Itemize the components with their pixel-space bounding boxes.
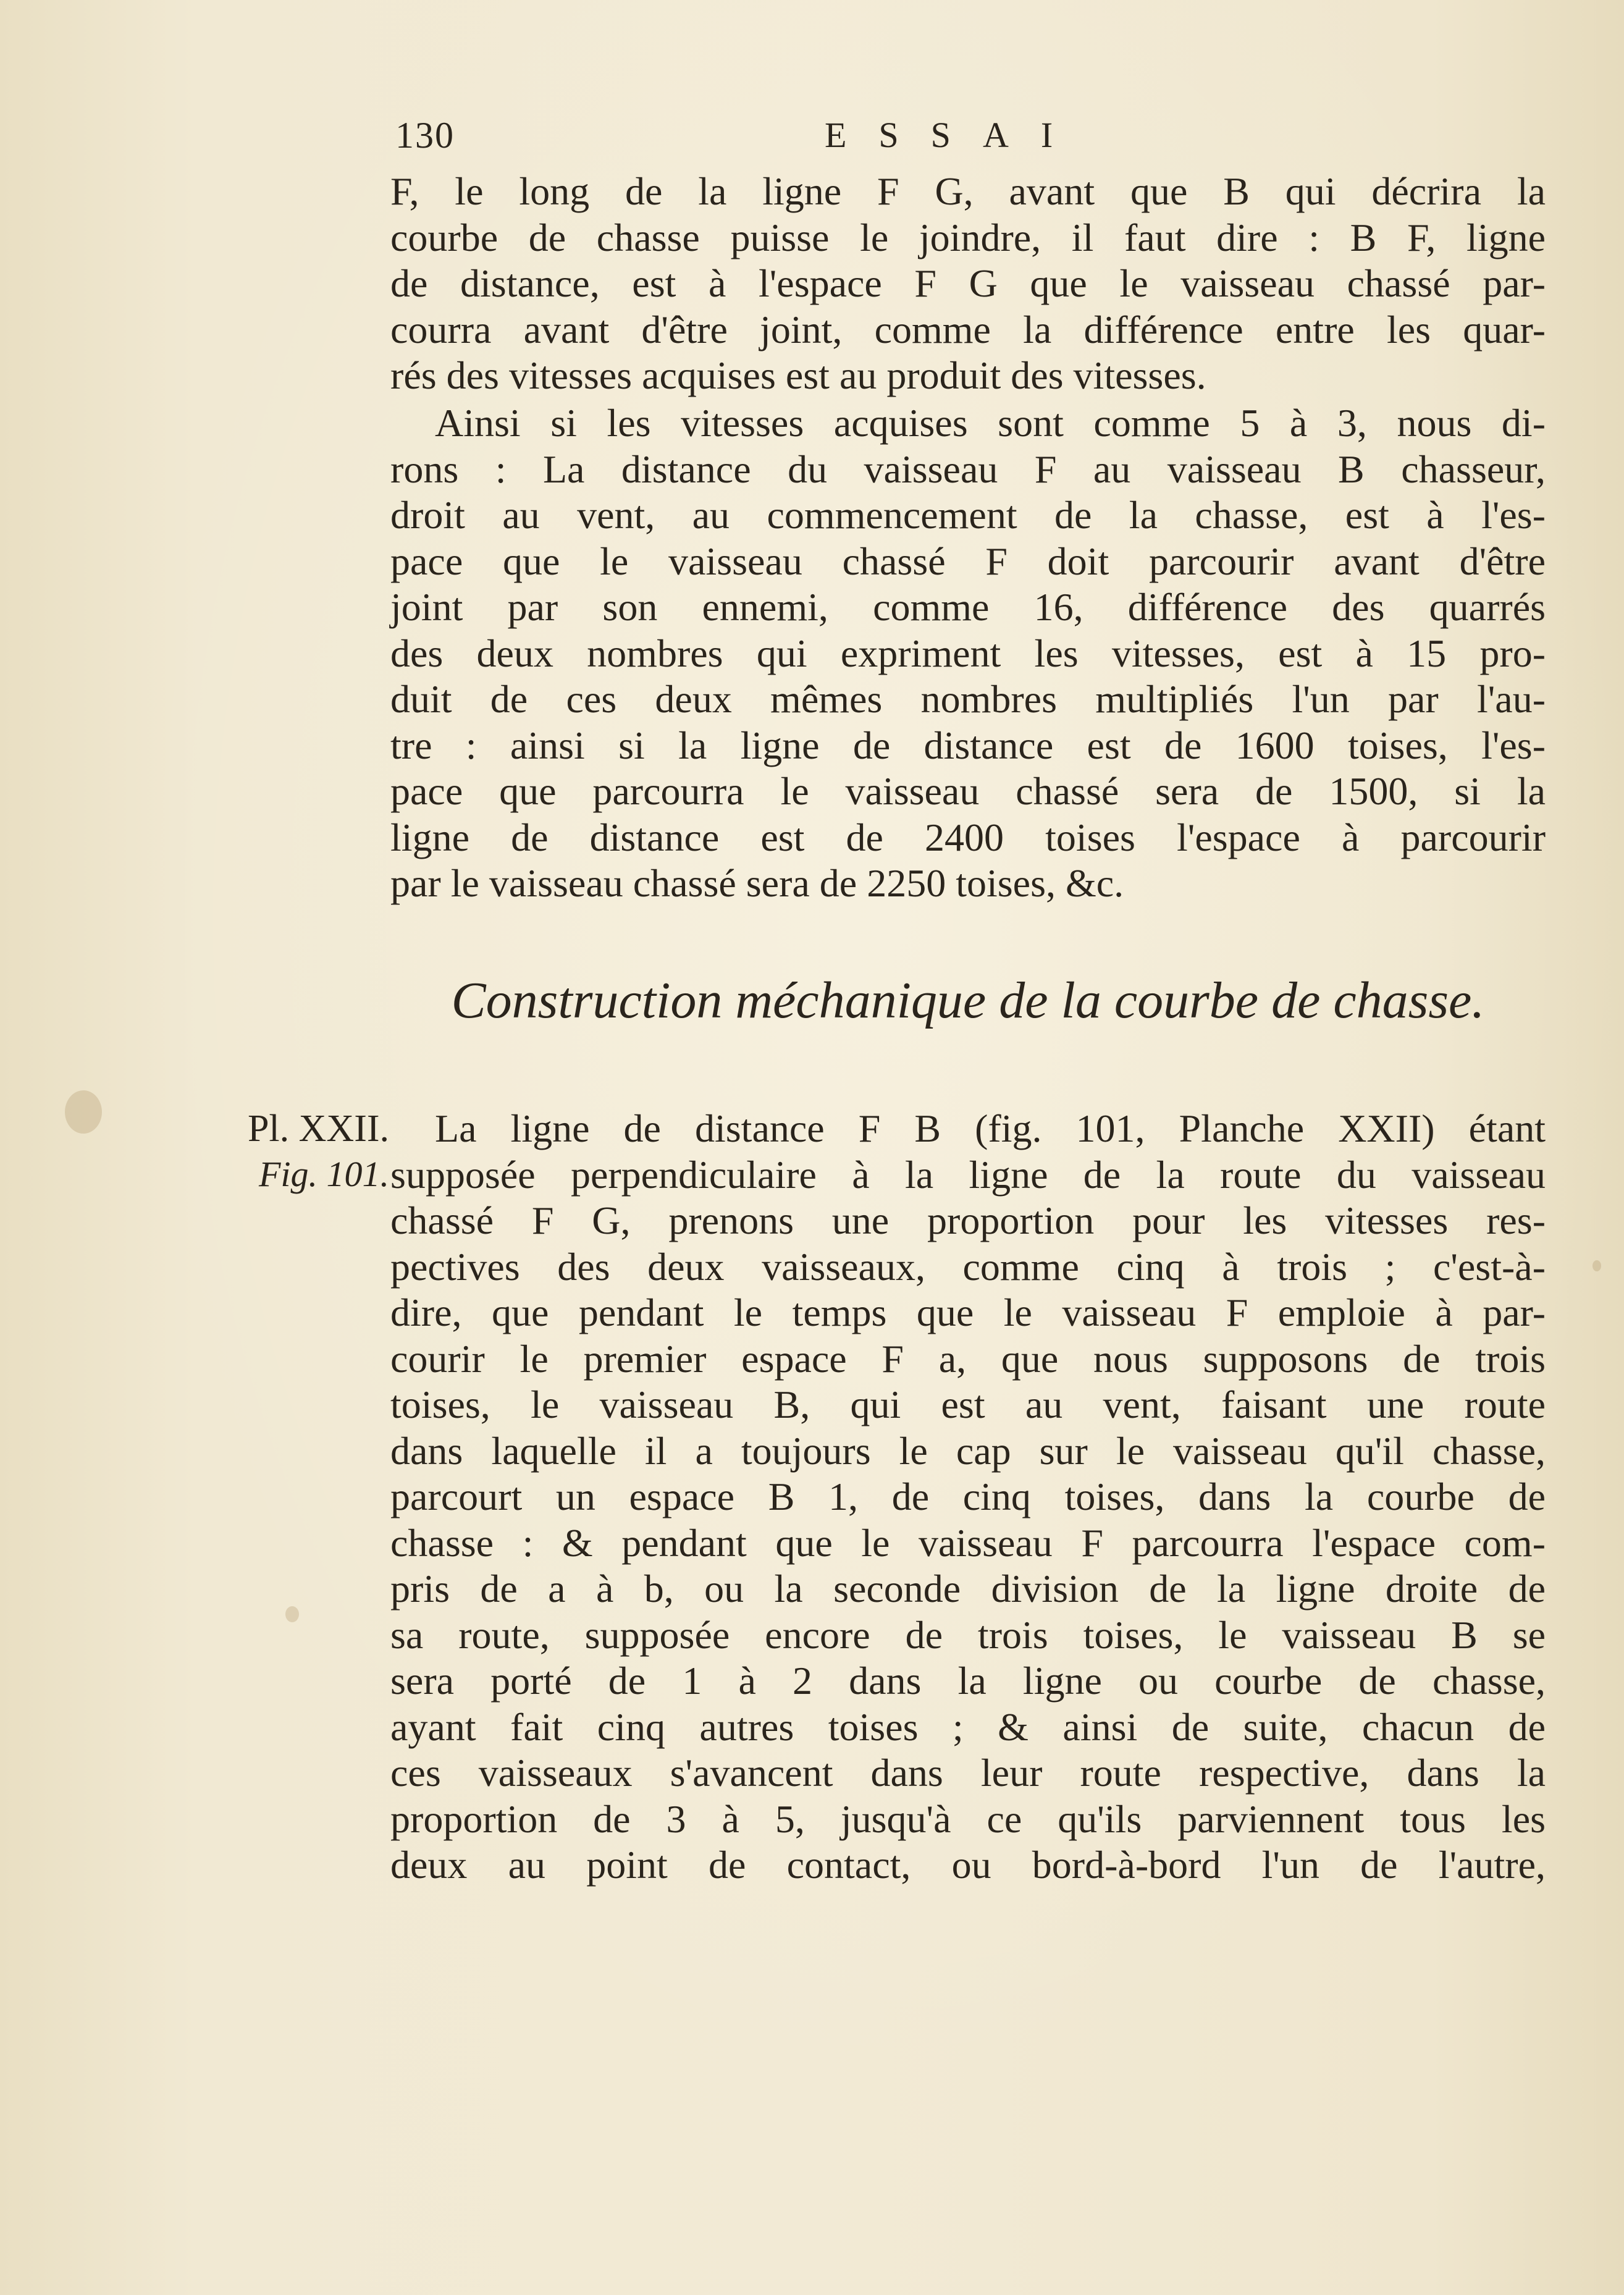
text-line: sa route, supposée encore de trois toises, le vaisseau B se [390,1612,1546,1657]
text-line: des deux nombres qui expriment les vitesses, est à 15 pro- [390,631,1546,675]
text-line: courbe de chasse puisse le joindre, il faut dire : B F, ligne [390,215,1546,259]
margin-note-plate: Pl. XXII. [247,1108,389,1150]
text-line: courir le premier espace F a, que nous supposons de trois [390,1336,1546,1381]
paragraph-1 [390,169,1546,399]
text-line: chasse : & pendant que le vaisseau F parcourra l'espace com- [390,1520,1546,1565]
text-line: proportion de 3 à 5, jusqu'à ce qu'ils parviennent tous les [390,1796,1546,1841]
text-line: sera porté de 1 à 2 dans la ligne ou courbe de chasse, [390,1659,1546,1703]
text-line: chassé F G, prenons une proportion pour les vitesses res- [390,1198,1546,1242]
text-line: par le vaisseau chassé sera de 2250 toises, &c. [390,861,1124,905]
page-number: 130 [395,115,455,156]
text-line: de distance, est à l'espace F G que le vaisseau chassé par- [390,261,1546,305]
text-line: Ainsi si les vitesses acquises sont comme 5 à 3, nous di- [435,401,1546,445]
text-line: supposée perpendiculaire à la ligne de la route du vaisseau [390,1152,1546,1197]
text-line: rés des vitesses acquises est au produit des vitesses. [390,353,1206,397]
margin-note-figure: Fig. 101. [258,1154,389,1194]
text-line: pace que le vaisseau chassé F doit parcourir avant d'être [390,539,1546,583]
text-line: ces vaisseaux s'avancent dans leur route respective, dans la [390,1751,1546,1795]
text-line: joint par son ennemi, comme 16, différence des quarrés [390,585,1546,629]
text-line: pace que parcourra le vaisseau chassé sera de 1500, si la [390,769,1546,813]
text-line: ligne de distance est de 2400 toises l'espace à parcourir [390,815,1546,859]
text-line: ayant fait cinq autres toises ; & ainsi de suite, chacun de [390,1704,1546,1749]
section-title: Construction méchanique de la courbe de chasse. [451,972,1485,1029]
text-line: parcourt un espace B 1, de cinq toises, dans la courbe de [390,1475,1546,1518]
running-head: ESSAI [825,115,1085,155]
paper-stain [285,1606,299,1622]
text-line: tre : ainsi si la ligne de distance est de 1600 toises, l'es- [390,723,1546,767]
text-line: pris de a à b, ou la seconde division de la ligne droite de [390,1567,1546,1611]
paper-stain [65,1090,102,1134]
text-line: courra avant d'être joint, comme la différence entre les quar- [390,307,1546,352]
page-header [389,114,1532,164]
paper-stain [1592,1260,1601,1271]
text-line: pectives des deux vaisseaux, comme cinq à trois ; c'est-à- [390,1244,1546,1289]
text-line: rons : La distance du vaisseau F au vaisseau B chasseur, [390,447,1546,491]
text-line: La ligne de distance F B (fig. 101, Planche XXII) étant [435,1106,1546,1150]
text-line: dire, que pendant le temps que le vaisseau F emploie à par- [390,1291,1546,1334]
text-line: toises, le vaisseau B, qui est au vent, faisant une route [390,1383,1546,1426]
text-line: F, le long de la ligne F G, avant que B qui décrira la [390,169,1546,213]
text-line: droit au vent, au commencement de la chasse, est à l'es- [390,493,1546,537]
text-line: dans laquelle il a toujours le cap sur le vaisseau qu'il chasse, [390,1428,1546,1473]
text-line: deux au point de contact, ou bord-à-bord l'un de l'autre, [390,1843,1546,1887]
paragraph-2 [390,400,1546,907]
paragraph-3 [390,1106,1546,1889]
text-line: duit de ces deux mêmes nombres multipliés l'un par l'au- [390,677,1546,721]
